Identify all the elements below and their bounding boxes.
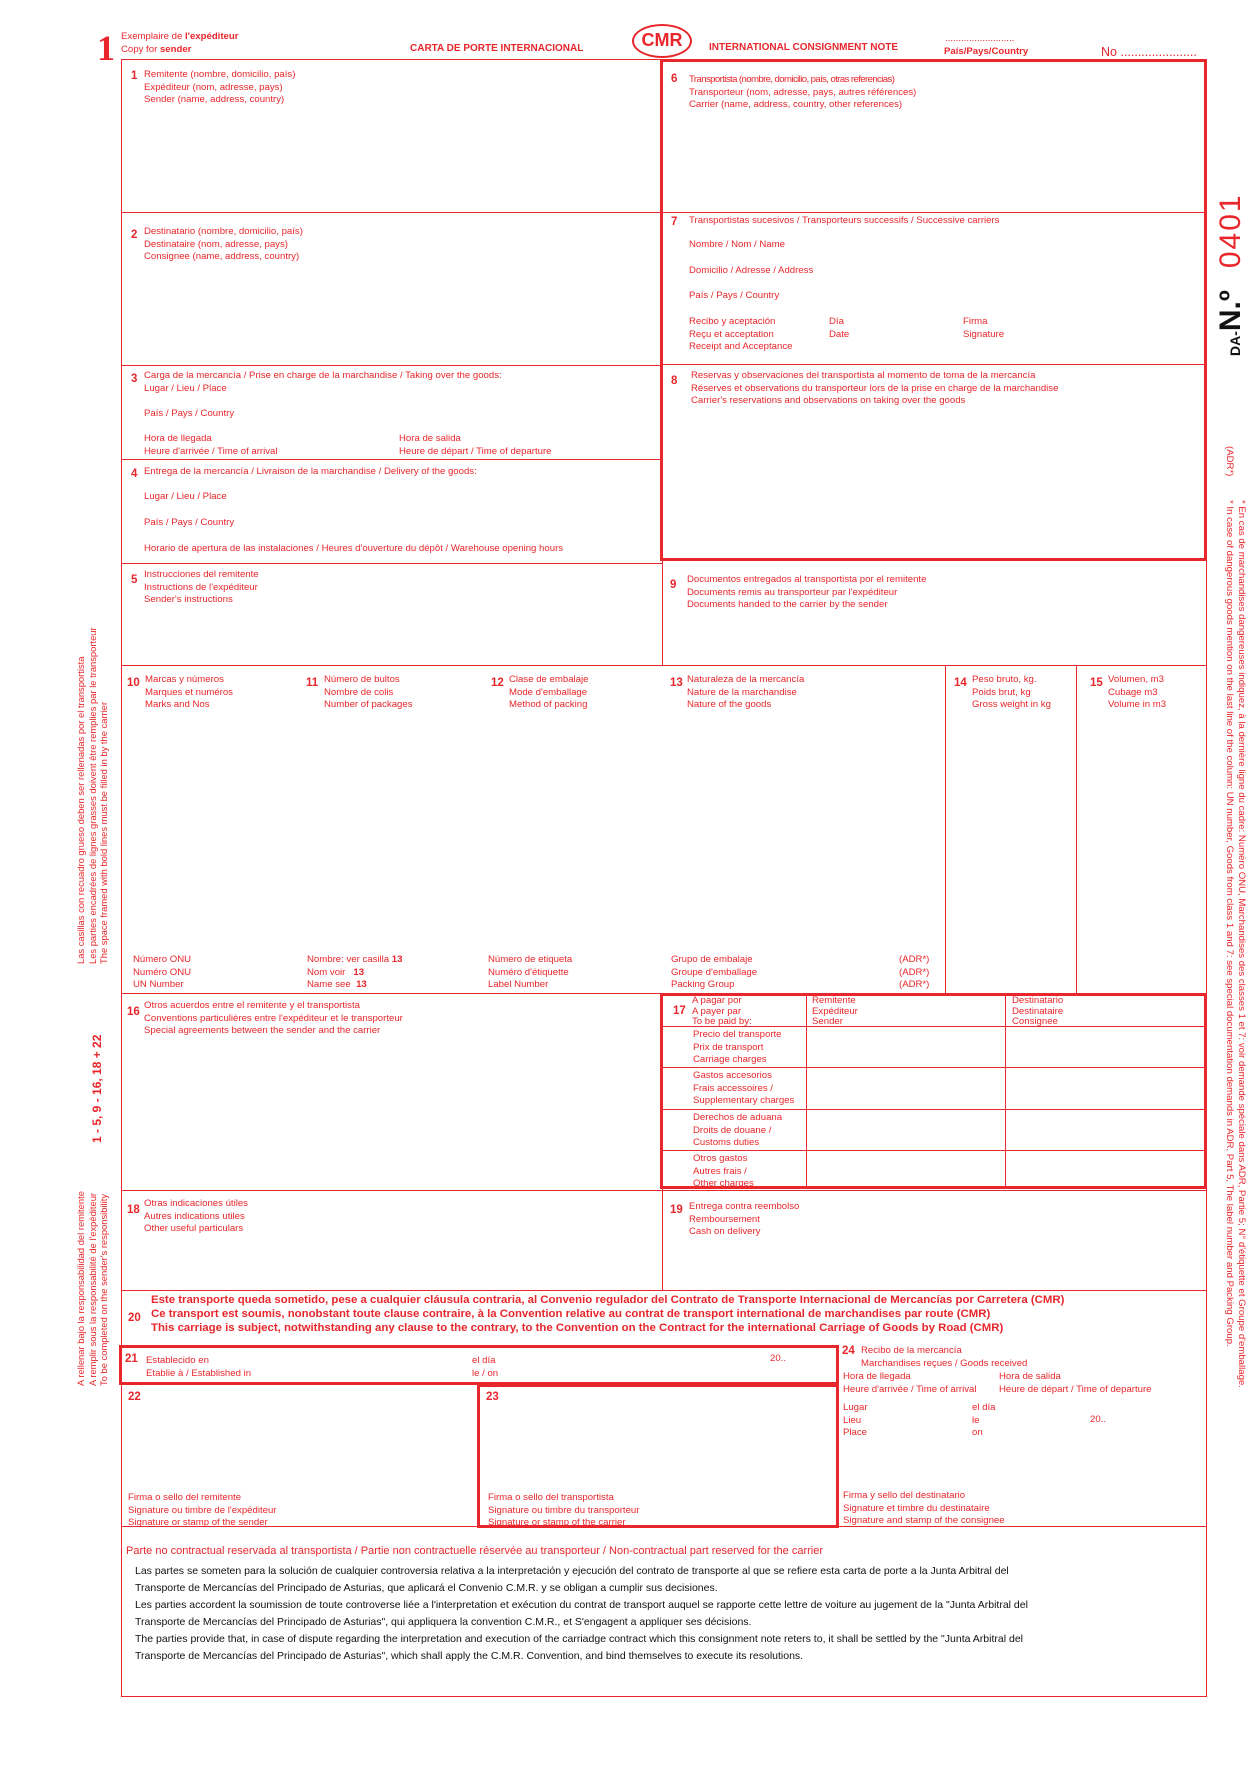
bold-frame-6-8 xyxy=(660,59,1207,561)
box-17-carriage-charges[interactable]: Precio del transporte Prix de transport Carriage charges xyxy=(693,1029,782,1065)
left-note-sender-responsibility: A rellenar bajo la responsabilidad del remitente A remplir sous la responsabilité de l'expéditeur To be completed on the sender's responsibility xyxy=(75,1191,109,1386)
box-16-number: 16 xyxy=(127,1006,140,1018)
box-7-date[interactable]: Día Date xyxy=(829,316,850,340)
box-24-day[interactable]: el día le on xyxy=(972,1402,996,1438)
box-2-number: 2 xyxy=(131,229,138,241)
title-en: INTERNATIONAL CONSIGNMENT NOTE xyxy=(709,42,899,53)
box-3-arrival[interactable]: Hora de llegada Heure d'arrivée / Time of arrival xyxy=(144,433,278,457)
right-adr-mark: (ADR*) xyxy=(1224,446,1235,477)
goods-un-number[interactable]: Número ONU Numéro ONU UN Number xyxy=(133,954,192,990)
box-14-weight[interactable]: Peso bruto, kg. Poids brut, kg Gross weight in kg xyxy=(972,674,1051,710)
box-4-number: 4 xyxy=(131,468,138,480)
box-3-country[interactable]: País / Pays / Country xyxy=(144,408,235,419)
box-23-carrier-signature[interactable]: Firma o sello del transportista Signature ou timbre du transporteur Signature or stamp of the carrier xyxy=(488,1492,640,1528)
box-7-signature[interactable]: Firma Signature xyxy=(963,316,1005,340)
box-24-year[interactable]: 20.. xyxy=(1090,1414,1107,1425)
copy-number: 1 xyxy=(97,28,115,68)
box-24-consignee-signature[interactable]: Firma y sello del destinatario Signature et timbre du destinataire Signature and stamp of the consignee xyxy=(843,1490,1005,1526)
box-7-receipt: Recibo y aceptación Reçu et acceptation Receipt and Acceptance xyxy=(689,316,793,352)
right-dangerous-goods-note: * En cas de marchandises dangereuses indiquez, à la dernière ligne du cadre: Numéro ONU, Marchandises des classes 1 et 7: voir demande spéciale dans ADR, Partie 5; N° d'étiquette et Groupe d'emballage. * In case of dangerous goods mention on the last line of the column: UN number, Goods from class 1 and 7: see special documentation demands in ADR, Part 5, The label number and Packing Group. xyxy=(1224,500,1247,1388)
box-3-number: 3 xyxy=(131,373,138,385)
box-3-place[interactable]: Lugar / Lieu / Place xyxy=(144,383,227,394)
goods-label-number[interactable]: Número de etiqueta Numéro d'étiquette Label Number xyxy=(488,954,573,990)
box-13-number: 13 xyxy=(670,677,683,689)
box-18-particulars[interactable]: Otras indicaciones útiles Autres indications utiles Other useful particulars xyxy=(144,1198,248,1234)
box-12-number: 12 xyxy=(491,677,504,689)
box-6-carrier[interactable]: Transportista (nombre, domicilio, país, otras referencias) Transporteur (nom, adresse, pays, autres références) Carrier (name, address, country, other references) xyxy=(689,74,917,110)
non-contractual-text: Las partes se someten para la solución de cualquier controversia relativa a la interpretación y ejecución del contrato de transporte al que se refiere esta carta de porte a la Junta Arbitral del Transporte de Mercancías del Principado de Asturias, que aplicará el Convenio C.M.R. y se obligan a cumplir sus decisiones. Les parties accordent la soumission de toute controverse liée a l'interpretation et exécution du contrat de transport auquel se rapporte cette lettre de voiture au jugement de la "Junta Arbitral del Transporte de Mercancías del Principado de Asturias", qui appliquera la convention C.M.R., et S'engagent a appliquer ses décisions. The parties provide that, in case of dispute regarding the interpretation and execution of the carriadge contract which this consignment note reters to, it shall be settled by the "Junta Arbitral del Transporte de Mercancías del Principado de Asturias", which shall apply the C.M.R. Convention, and bind themselves to execute its resolutions. xyxy=(135,1565,1028,1662)
box-17-supplementary-charges[interactable]: Gastos accesorios Frais accessoires / Supplementary charges xyxy=(693,1070,795,1106)
box-17-consignee-col: Destinatario Destinataire Consignee xyxy=(1012,995,1064,1027)
box-16-agreements[interactable]: Otros acuerdos entre el remitente y el transportista Conventions particulières entre l'expéditeur et le transporteur Special agreements between the sender and the carrier xyxy=(144,1000,403,1036)
box-4-hours[interactable]: Horario de apertura de las instalaciones / Heures d'ouverture du dépôt / Warehouse opening hours xyxy=(144,543,564,554)
box-9-documents[interactable]: Documentos entregados al transportista por el remitente Documents remis au transporteur par l'expéditeur Documents handed to the carrier by the sender xyxy=(687,574,927,610)
left-boxes-ref: 1 - 5, 9 - 16, 18 + 22 xyxy=(90,1034,104,1143)
country-label: País/Pays/Country xyxy=(944,46,1029,57)
box-7-title: Transportistas sucesivos / Transporteurs successifs / Successive carriers xyxy=(689,215,1000,226)
box-9-number: 9 xyxy=(670,579,677,591)
box-22-sender-signature[interactable]: Firma o sello del remitente Signature ou timbre de l'expéditeur Signature or stamp of the sender xyxy=(128,1492,277,1528)
box-21-year[interactable]: 20.. xyxy=(770,1353,787,1364)
box-24-place[interactable]: Lugar Lieu Place xyxy=(843,1402,868,1438)
box-3-title: Carga de la mercancía / Prise en charge de la marchandise / Taking over the goods: xyxy=(144,370,502,381)
goods-name-see[interactable]: Nombre: ver casilla 13 Nom voir 13 Name see 13 xyxy=(307,954,403,990)
box-7-country[interactable]: País / Pays / Country xyxy=(689,290,780,301)
box-7-number: 7 xyxy=(671,216,678,228)
box-10-number: 10 xyxy=(127,677,140,689)
left-note-bold-boxes: Las casillas con recuadro grueso deben ser rellenadas por el transportista Les parties encadrées de lignes grasses doivent être remplies par le transporteur The space framed with bold lines must be filled in by the carrier xyxy=(75,627,109,964)
box-8-number: 8 xyxy=(671,375,678,387)
goods-adr: (ADR*) (ADR*) (ADR*) xyxy=(899,954,930,990)
non-contractual-title: Parte no contractual reservada al transportista / Partie non contractuelle réservée au transporteur / Non-contractual part reserved for the carrier xyxy=(126,1545,824,1557)
goods-packing-group[interactable]: Grupo de embalaje Groupe d'emballage Packing Group xyxy=(671,954,758,990)
box-20-cmr-clause: Este transporte queda sometido, pese a cualquier cláusula contraria, al Convenio regulador del Contrato de Transporte Internacional de Mercancías por Carretera (CMR) Ce transport est soumis, nonobstant toute clause contraire, à la Convention relative au contrat de transport international de marchandises par route (CMR) This carriage is subject, notwithstanding any clause to the contrary, to the Convention on the Contract for the international Carriage of Goods by Road (CMR) xyxy=(151,1294,1065,1334)
box-17-to-be-paid-by: A pagar por A payer par To be paid by: xyxy=(692,995,752,1027)
country-dots: .......................... xyxy=(945,33,1015,44)
box-8-reservations[interactable]: Reservas y observaciones del transportista al momento de toma de la mercancía Réserves et observations du transporteur lors de la prise en charge de la marchandise Carrier's reservations and observations on taking over the goods xyxy=(691,370,1059,406)
box-5-instructions[interactable]: Instrucciones del remitente Instructions de l'expéditeur Sender's instructions xyxy=(144,569,259,605)
box-15-volume[interactable]: Volumen, m3 Cubage m3 Volume in m3 xyxy=(1108,674,1167,710)
box-10-marks[interactable]: Marcas y números Marques et numéros Marks and Nos xyxy=(145,674,233,710)
box-21-established[interactable]: Establecido en Etablie à / Established in xyxy=(146,1355,252,1379)
box-1-sender[interactable]: Remitente (nombre, domicilio, país) Expéditeur (nom, adresse, pays) Sender (name, address, country) xyxy=(144,69,296,105)
box-7-address[interactable]: Domicilio / Adresse / Address xyxy=(689,265,814,276)
box-21-number: 21 xyxy=(125,1353,138,1365)
box-11-number: 11 xyxy=(306,677,319,689)
box-12-packing[interactable]: Clase de embalaje Mode d'emballage Method of packing xyxy=(509,674,589,710)
box-7-name[interactable]: Nombre / Nom / Name xyxy=(689,239,785,250)
box-24-departure[interactable]: Hora de salida Heure de départ / Time of departure xyxy=(999,1371,1152,1395)
box-19-cash-on-delivery[interactable]: Entrega contra reembolso Remboursement Cash on delivery xyxy=(689,1201,800,1237)
box-17-other-charges[interactable]: Otros gastos Autres frais / Other charges xyxy=(693,1153,754,1189)
title-es: CARTA DE PORTE INTERNACIONAL xyxy=(410,43,584,54)
box-6-number: 6 xyxy=(671,73,678,85)
box-19-number: 19 xyxy=(670,1204,683,1216)
box-14-number: 14 xyxy=(954,677,967,689)
box-11-packages[interactable]: Número de bultos Nombre de colis Number of packages xyxy=(324,674,413,710)
box-24-number: 24 xyxy=(842,1345,855,1357)
box-4-country[interactable]: País / Pays / Country xyxy=(144,517,235,528)
box-2-consignee[interactable]: Destinatario (nombre, domicilio, país) Destinataire (nom, adresse, pays) Consignee (name, address, country) xyxy=(144,226,303,262)
box-5-number: 5 xyxy=(131,574,138,586)
no-label: No ...................... xyxy=(1101,45,1197,59)
cmr-logo: CMR xyxy=(632,24,692,58)
box-17-number: 17 xyxy=(673,1005,686,1017)
box-24-arrival[interactable]: Hora de llegada Heure d'arrivée / Time of arrival xyxy=(843,1371,977,1395)
copy-label: Exemplaire de l'expéditeur Copy for sender xyxy=(121,31,239,55)
serial-number: DA-N.º0401 xyxy=(1214,193,1247,356)
box-20-number: 20 xyxy=(128,1312,141,1324)
box-23-number: 23 xyxy=(486,1391,499,1403)
box-4-title: Entrega de la mercancía / Livraison de la marchandise / Delivery of the goods: xyxy=(144,466,477,477)
box-18-number: 18 xyxy=(127,1204,140,1216)
box-1-number: 1 xyxy=(131,70,138,82)
box-17-sender-col: Remitente Expéditeur Sender xyxy=(812,995,858,1027)
box-15-number: 15 xyxy=(1090,677,1103,689)
box-13-nature[interactable]: Naturaleza de la mercancía Nature de la marchandise Nature of the goods xyxy=(687,674,805,710)
box-4-place[interactable]: Lugar / Lieu / Place xyxy=(144,491,227,502)
box-21-day[interactable]: el día le / on xyxy=(472,1355,499,1379)
box-3-departure[interactable]: Hora de salida Heure de départ / Time of departure xyxy=(399,433,552,457)
box-22-number: 22 xyxy=(128,1391,141,1403)
box-17-customs-duties[interactable]: Derechos de aduana Droits de douane / Customs duties xyxy=(693,1112,783,1148)
box-24-goods-received: Recibo de la mercancía Marchandises reçues / Goods received xyxy=(861,1345,1028,1369)
